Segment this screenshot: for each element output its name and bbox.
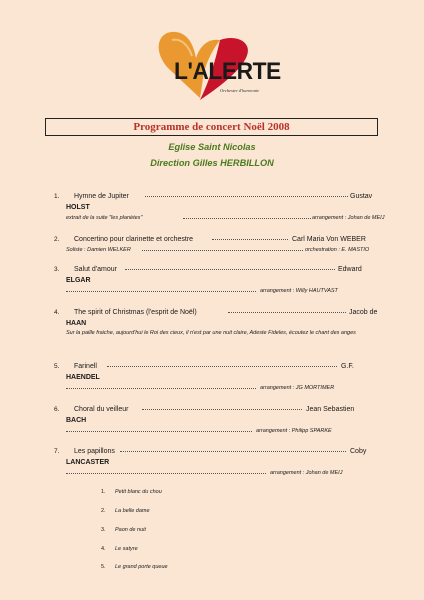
dot-leader [66, 388, 256, 389]
item-composer-name: BACH [66, 417, 87, 424]
dot-leader [107, 366, 337, 367]
dot-leader [212, 239, 288, 240]
item-composer: Jean Sebastien [306, 406, 355, 413]
item-composer-name: HAENDEL [66, 374, 100, 381]
venue-direction: Direction Gilles HERBILLON [150, 158, 274, 168]
movement-item [101, 546, 138, 552]
item-note: Sur la paille fraiche, aujourd'hui le Roi des cieux, il n'est par une nuit claire, Adeste Fideles, écoutez le chant des anges [66, 330, 356, 336]
item-number: 2. [54, 236, 60, 243]
dot-leader [228, 312, 346, 313]
program-item [54, 446, 367, 479]
item-number: 3. [54, 266, 60, 273]
item-credit: arrangement : Willy HAUTVAST [260, 288, 338, 294]
movement-label: Le satyre [115, 546, 138, 552]
movement-item [101, 527, 146, 533]
movement-item [101, 489, 162, 495]
logo [150, 28, 281, 106]
dot-leader [145, 196, 348, 197]
item-credit: orchestration : E. MASTIO [305, 247, 370, 253]
program-item [54, 264, 362, 297]
item-number: 6. [54, 406, 60, 413]
program-item [54, 307, 378, 349]
program-item [54, 191, 385, 224]
item-title: The spirit of Christmas (l'esprit de Noël) [74, 309, 197, 316]
item-credit: arrangement : JG MORTIMER [260, 385, 335, 391]
item-credit: arrangement : Johan de MEIJ [270, 470, 343, 476]
movement-number: 2. [101, 508, 106, 514]
movement-number: 5. [101, 564, 106, 570]
item-credit: arrangement : Johan de MEIJ [312, 215, 385, 221]
logo-subtitle: Orchestre d'harmonie [220, 88, 260, 93]
item-number: 5. [54, 363, 60, 370]
item-composer-name: HOLST [66, 204, 90, 211]
movement-label: La belle dame [115, 508, 150, 514]
dot-leader [66, 473, 266, 474]
dot-leader [183, 218, 311, 219]
movement-number: 4. [101, 546, 106, 552]
movement-label: Petit blanc du chou [115, 489, 162, 495]
item-title: Les papillons [74, 448, 115, 455]
item-composer: Jacob de [349, 309, 378, 316]
movement-number: 3. [101, 527, 106, 533]
movement-number: 1. [101, 489, 106, 495]
movement-label: Paon de nuit [115, 527, 146, 533]
logo-name: L'ALERTE [174, 58, 281, 85]
item-composer: Edward [338, 266, 362, 273]
dot-leader [66, 291, 256, 292]
program-item [54, 404, 360, 437]
movement-item [101, 564, 168, 570]
dot-leader [66, 431, 252, 432]
page-title: Programme de concert Noël 2008 [45, 118, 378, 136]
item-title: Concertino pour clarinette et orchestre [74, 236, 194, 243]
dot-leader [125, 269, 335, 270]
item-number: 4. [54, 309, 60, 316]
movement-label: Le grand porte queue [115, 564, 168, 570]
item-composer: Coby [350, 448, 367, 455]
item-title: Salut d'amour [74, 266, 117, 273]
dot-leader [142, 409, 302, 410]
item-number: 7. [54, 448, 60, 455]
dot-leader [142, 250, 303, 251]
item-credit: arrangement : Philipp SPARKE [256, 428, 332, 434]
movement-item [101, 508, 150, 514]
item-composer: Gustav [350, 193, 373, 200]
item-composer-name: ELGAR [66, 277, 91, 284]
item-composer-name: HAAN [66, 320, 87, 327]
item-note: Soliste : Damien WELKER [66, 247, 131, 253]
program-item [54, 361, 360, 394]
program-item [54, 234, 370, 256]
item-title: Farinell [74, 363, 97, 370]
item-number: 1. [54, 193, 60, 200]
item-note: extrait de la suite "les planètes" [66, 215, 143, 221]
item-composer: Carl Maria Von WEBER [292, 236, 366, 243]
item-title: Choral du veilleur [74, 406, 129, 413]
item-composer: G.F. [341, 363, 354, 370]
item-title: Hymne de Jupiter [74, 193, 129, 200]
item-composer-name: LANCASTER [66, 459, 110, 466]
dot-leader [120, 451, 346, 452]
venue-church: Eglise Saint Nicolas [168, 142, 256, 152]
